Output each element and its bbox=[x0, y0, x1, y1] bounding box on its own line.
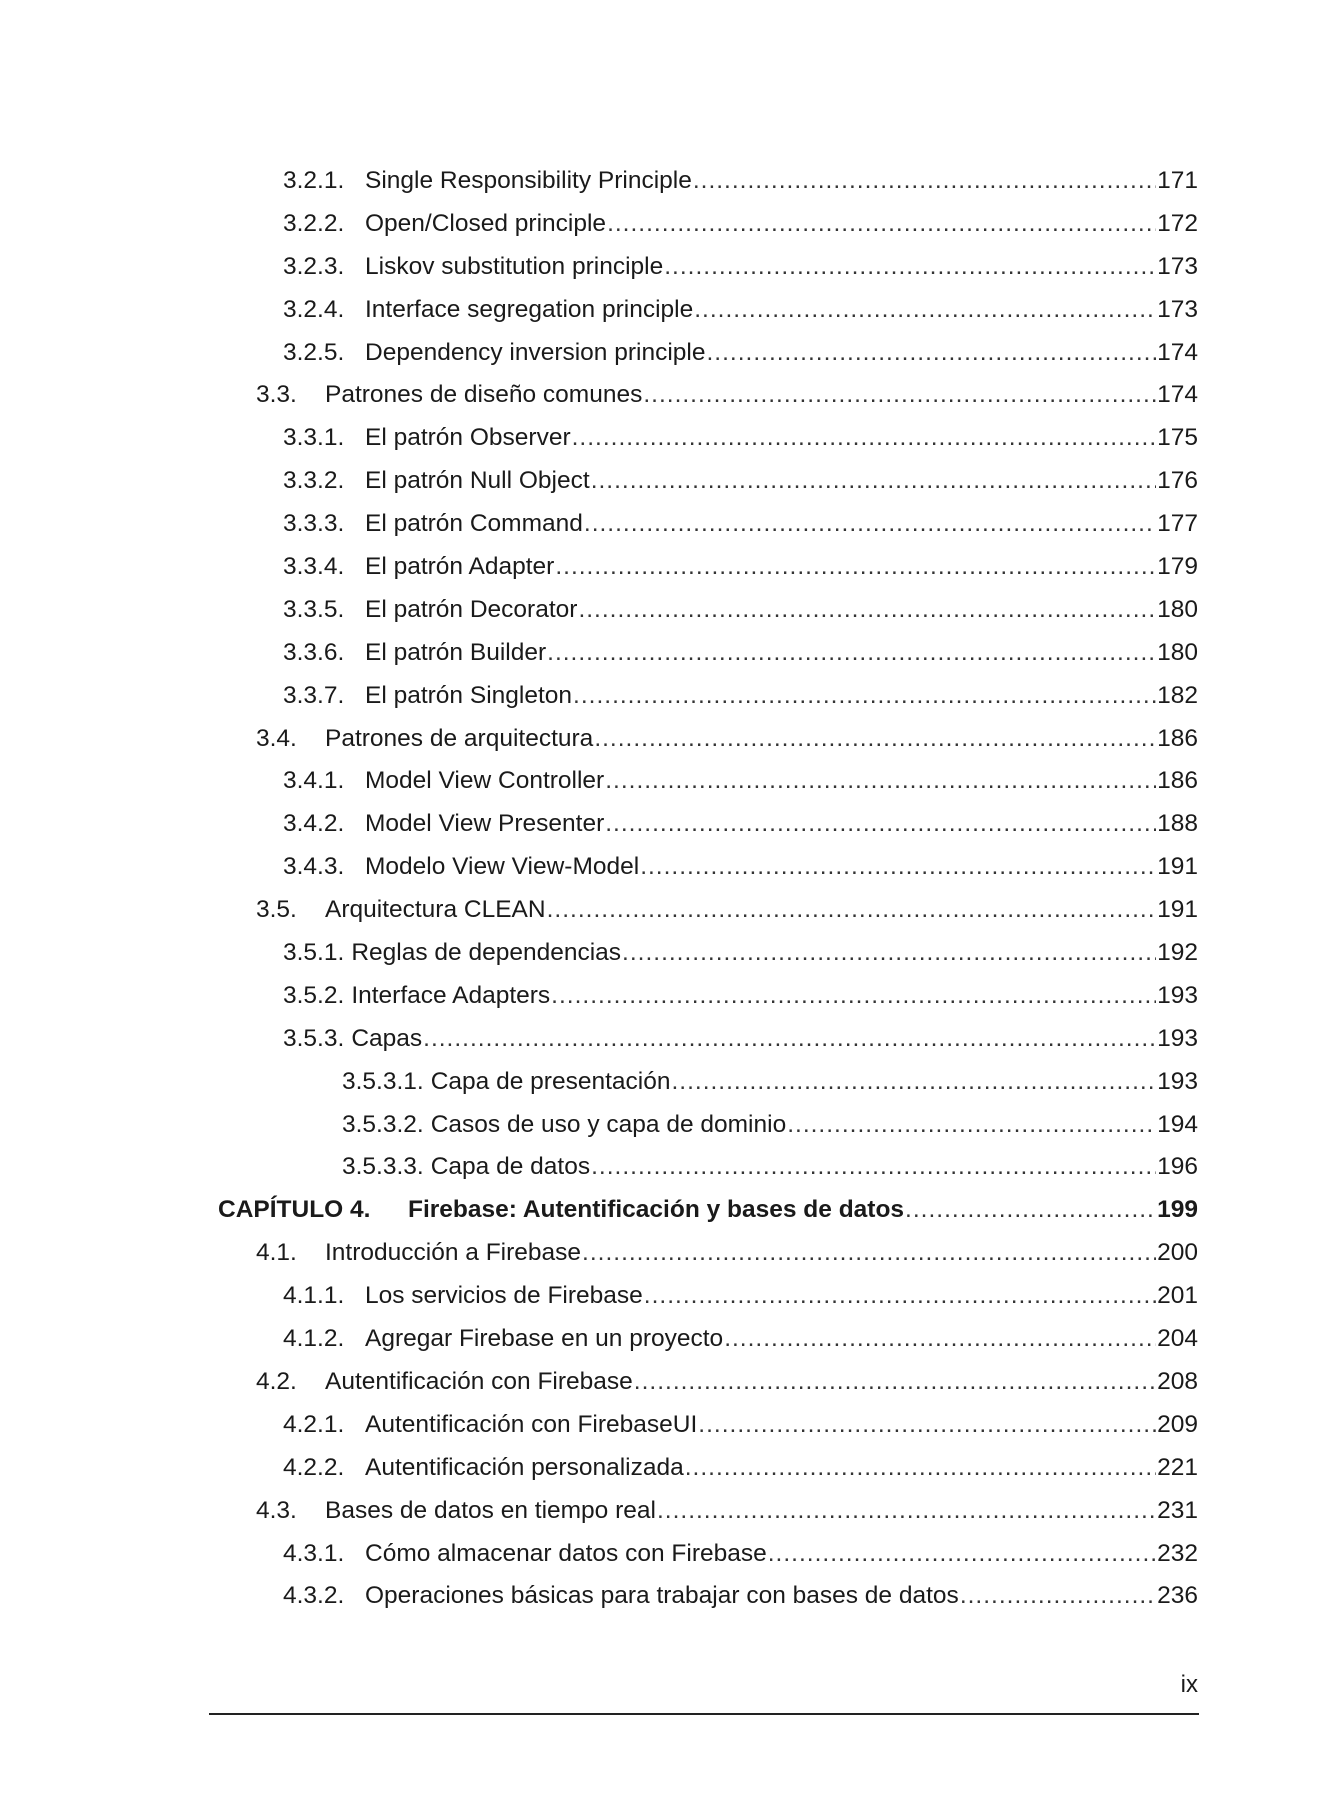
toc-entry-page: 236 bbox=[1157, 1582, 1198, 1610]
toc-entry-page: 196 bbox=[1157, 1153, 1198, 1181]
toc-entry-number: 4.3.2. bbox=[283, 1582, 345, 1610]
toc-entry[interactable] bbox=[0, 632, 1339, 675]
toc-entry-title: Casos de uso y capa de dominio bbox=[430, 1110, 787, 1138]
toc-entry-title: Autentificación con Firebase bbox=[325, 1367, 633, 1395]
toc-entry[interactable] bbox=[0, 1404, 1339, 1447]
toc-entry-number: 3.3.5. bbox=[283, 595, 345, 623]
toc-entry-number: 3.5.3.3. bbox=[342, 1153, 424, 1181]
toc-entry[interactable] bbox=[0, 1061, 1339, 1104]
toc-entry-number: 3.3.4. bbox=[283, 553, 345, 581]
toc-entry-page: 180 bbox=[1157, 638, 1198, 666]
toc-entry-page: 177 bbox=[1157, 510, 1198, 538]
toc-entry-title: Los servicios de Firebase bbox=[365, 1282, 643, 1310]
toc-entry-page: 179 bbox=[1157, 553, 1198, 581]
toc-entry-title: Modelo View View-Model bbox=[365, 853, 640, 881]
toc-dot-leader bbox=[671, 1061, 1156, 1104]
toc-entry-title: Interface Adapters bbox=[351, 981, 551, 1009]
toc-entry[interactable] bbox=[0, 1361, 1339, 1404]
toc-entry-number: 3.3.3. bbox=[283, 510, 345, 538]
toc-entry[interactable] bbox=[0, 546, 1339, 589]
toc-entry-number: 4.2.1. bbox=[283, 1410, 345, 1438]
toc-entry[interactable] bbox=[0, 503, 1339, 546]
toc-entry-page: 191 bbox=[1157, 896, 1198, 924]
toc-entry-page: 199 bbox=[1157, 1196, 1198, 1224]
toc-dot-leader bbox=[694, 289, 1156, 332]
footer-divider bbox=[209, 1713, 1199, 1715]
toc-entry-page: 194 bbox=[1157, 1110, 1198, 1138]
toc-entry-page: 173 bbox=[1157, 252, 1198, 280]
toc-entry-number: 3.3.6. bbox=[283, 638, 345, 666]
toc-dot-leader bbox=[640, 846, 1156, 889]
toc-entry-title: El patrón Command bbox=[365, 510, 583, 538]
toc-dot-leader bbox=[591, 460, 1156, 503]
toc-entry-title: El patrón Observer bbox=[365, 424, 571, 452]
toc-entry-number: 4.3.1. bbox=[283, 1539, 345, 1567]
toc-entry-number: 3.5.3.2. bbox=[342, 1110, 424, 1138]
toc-entry-title: Introducción a Firebase bbox=[325, 1239, 582, 1267]
toc-entry-title: Bases de datos en tiempo real bbox=[325, 1496, 656, 1524]
toc-entry-page: 204 bbox=[1157, 1325, 1198, 1353]
toc-entry-number: 3.4.1. bbox=[283, 767, 345, 795]
toc-entry-title: Operaciones básicas para trabajar con bases de datos bbox=[365, 1582, 959, 1610]
toc-entry-page: 193 bbox=[1157, 1067, 1198, 1095]
toc-entry-title: Capa de datos bbox=[430, 1153, 591, 1181]
toc-dot-leader bbox=[693, 160, 1156, 203]
toc-entry[interactable] bbox=[0, 1146, 1339, 1189]
toc-entry-page: 209 bbox=[1157, 1410, 1198, 1438]
toc-entry-title: Autentificación con FirebaseUI bbox=[365, 1410, 698, 1438]
toc-entry-title: Capa de presentación bbox=[430, 1067, 671, 1095]
toc-entry-title: El patrón Builder bbox=[365, 638, 547, 666]
toc-entry-number: 4.1. bbox=[256, 1239, 297, 1267]
toc-entry-number: 4.2.2. bbox=[283, 1453, 345, 1481]
toc-entry-title: El patrón Decorator bbox=[365, 595, 578, 623]
toc-entry-page: 172 bbox=[1157, 209, 1198, 237]
toc-entry[interactable] bbox=[0, 803, 1339, 846]
toc-entry[interactable] bbox=[0, 460, 1339, 503]
toc-entry-number: CAPÍTULO 4. bbox=[218, 1196, 371, 1224]
toc-entry-page: 182 bbox=[1157, 681, 1198, 709]
toc-entry[interactable] bbox=[0, 589, 1339, 632]
toc-entry-number: 4.1.1. bbox=[283, 1282, 345, 1310]
toc-entry[interactable] bbox=[0, 1533, 1339, 1576]
toc-entry-title: Capas bbox=[351, 1024, 423, 1052]
toc-entry-number: 3.5.1. bbox=[283, 939, 345, 967]
toc-entry-number: 3.4. bbox=[256, 724, 297, 752]
toc-entry-page: 232 bbox=[1157, 1539, 1198, 1567]
toc-entry-title: Autentificación personalizada bbox=[365, 1453, 684, 1481]
toc-entry-number: 3.2.2. bbox=[283, 209, 345, 237]
toc-entry[interactable] bbox=[0, 1490, 1339, 1533]
toc-entry-title: Single Responsibility Principle bbox=[365, 167, 692, 194]
toc-dot-leader bbox=[555, 546, 1156, 589]
toc-dot-leader bbox=[591, 1146, 1156, 1189]
toc-entry-title: Arquitectura CLEAN bbox=[325, 896, 546, 924]
toc-entry-page: 191 bbox=[1157, 853, 1198, 881]
toc-entry-number: 4.1.2. bbox=[283, 1325, 345, 1353]
toc-dot-leader bbox=[605, 803, 1156, 846]
toc-entry-page: 193 bbox=[1157, 981, 1198, 1009]
page-number: ix bbox=[1180, 1671, 1198, 1698]
toc-entry-title: El patrón Singleton bbox=[365, 681, 573, 709]
toc-entry[interactable] bbox=[0, 760, 1339, 803]
toc-dot-leader bbox=[551, 975, 1156, 1018]
toc-entry[interactable] bbox=[0, 975, 1339, 1018]
toc-dot-leader bbox=[547, 889, 1157, 932]
toc-dot-leader bbox=[768, 1533, 1156, 1576]
toc-entry-number: 3.4.2. bbox=[283, 810, 345, 838]
toc-dot-leader bbox=[573, 675, 1156, 718]
toc-dot-leader bbox=[657, 1490, 1156, 1533]
toc-entry-title: Agregar Firebase en un proyecto bbox=[365, 1325, 724, 1353]
toc-entry-page: 174 bbox=[1157, 338, 1198, 366]
toc-entry-number: 4.3. bbox=[256, 1496, 297, 1524]
toc-entry-page: 188 bbox=[1157, 810, 1198, 838]
toc-entry-number: 3.5.2. bbox=[283, 981, 345, 1009]
toc-entry-number: 3.2.5. bbox=[283, 338, 345, 366]
toc-dot-leader bbox=[787, 1104, 1156, 1147]
toc-entry-page: 176 bbox=[1157, 467, 1198, 495]
toc-entry[interactable] bbox=[0, 289, 1339, 332]
toc-dot-leader bbox=[594, 718, 1156, 761]
toc-entry-number: 4.2. bbox=[256, 1367, 297, 1395]
toc-dot-leader bbox=[960, 1575, 1156, 1618]
toc-entry-page: 201 bbox=[1157, 1282, 1198, 1310]
toc-dot-leader bbox=[547, 632, 1156, 675]
toc-dot-leader bbox=[905, 1189, 1156, 1232]
toc-entry-page: 192 bbox=[1157, 939, 1198, 967]
toc-entry[interactable] bbox=[0, 160, 1339, 203]
toc-dot-leader bbox=[584, 503, 1156, 546]
toc-entry[interactable] bbox=[0, 932, 1339, 975]
toc-entry[interactable] bbox=[0, 203, 1339, 246]
toc-entry-page: 208 bbox=[1157, 1367, 1198, 1395]
toc-entry-page: 200 bbox=[1157, 1239, 1198, 1267]
toc-dot-leader bbox=[572, 417, 1156, 460]
toc-entry-number: 3.5.3. bbox=[283, 1024, 345, 1052]
toc-entry-title: Reglas de dependencias bbox=[351, 939, 622, 967]
toc-entry-number: 3.2.3. bbox=[283, 252, 345, 280]
toc-entry-page: 174 bbox=[1157, 381, 1198, 409]
toc-entry-number: 3.3.7. bbox=[283, 681, 345, 709]
toc-entry[interactable] bbox=[0, 718, 1339, 761]
toc-entry-page: 171 bbox=[1157, 167, 1198, 194]
toc-entry-number: 3.3.2. bbox=[283, 467, 345, 495]
toc-entry[interactable] bbox=[0, 1318, 1339, 1361]
toc-entry-page: 180 bbox=[1157, 595, 1198, 623]
toc-entry[interactable] bbox=[0, 1018, 1339, 1061]
toc-entry-number: 3.2.1. bbox=[283, 167, 345, 194]
toc-entry-title: Model View Presenter bbox=[365, 810, 605, 838]
toc-dot-leader bbox=[643, 374, 1156, 417]
toc-entry-title: Interface segregation principle bbox=[365, 295, 694, 323]
toc-entry-title: Firebase: Autentificación y bases de datos bbox=[408, 1196, 905, 1224]
toc-dot-leader bbox=[634, 1361, 1156, 1404]
toc-entry-title: Liskov substitution principle bbox=[365, 252, 664, 280]
toc-entry-page: 175 bbox=[1157, 424, 1198, 452]
toc-entry-page: 173 bbox=[1157, 295, 1198, 323]
toc-entry[interactable] bbox=[0, 246, 1339, 289]
toc-dot-leader bbox=[605, 760, 1156, 803]
toc-entry-page: 186 bbox=[1157, 724, 1198, 752]
toc-entry[interactable] bbox=[0, 332, 1339, 375]
toc-dot-leader bbox=[724, 1318, 1156, 1361]
toc-entry[interactable] bbox=[0, 1189, 1339, 1232]
toc-entry-number: 3.2.4. bbox=[283, 295, 345, 323]
toc-entry[interactable] bbox=[0, 675, 1339, 718]
toc-dot-leader bbox=[578, 589, 1156, 632]
toc-entry[interactable] bbox=[0, 846, 1339, 889]
toc-entry-page: 221 bbox=[1157, 1453, 1198, 1481]
toc-entry-number: 3.5.3.1. bbox=[342, 1067, 424, 1095]
toc-entry-number: 3.4.3. bbox=[283, 853, 345, 881]
toc-entry-page: 193 bbox=[1157, 1024, 1198, 1052]
toc-entry-number: 3.5. bbox=[256, 896, 297, 924]
toc-entry-page: 186 bbox=[1157, 767, 1198, 795]
toc-entry[interactable] bbox=[0, 1275, 1339, 1318]
toc-entry-title: Patrones de arquitectura bbox=[325, 724, 594, 752]
toc-entry-number: 3.3.1. bbox=[283, 424, 345, 452]
toc-dot-leader bbox=[706, 332, 1156, 375]
toc-dot-leader bbox=[664, 246, 1156, 289]
toc-entry-title: Cómo almacenar datos con Firebase bbox=[365, 1539, 767, 1567]
toc-entry[interactable] bbox=[0, 374, 1339, 417]
toc-entry[interactable] bbox=[0, 1104, 1339, 1147]
toc-entry-title: Open/Closed principle bbox=[365, 209, 607, 237]
toc-dot-leader bbox=[698, 1404, 1156, 1447]
toc-entry-title: Model View Controller bbox=[365, 767, 605, 795]
toc-entry-number: 3.3. bbox=[256, 381, 297, 409]
toc-dot-leader bbox=[607, 203, 1156, 246]
toc-entry[interactable] bbox=[0, 417, 1339, 460]
toc-entry-title: El patrón Null Object bbox=[365, 467, 590, 495]
toc-dot-leader bbox=[582, 1232, 1156, 1275]
toc-dot-leader bbox=[685, 1447, 1156, 1490]
table-of-contents bbox=[0, 160, 1339, 1618]
toc-entry-title: Dependency inversion principle bbox=[365, 338, 706, 366]
toc-entry-title: El patrón Adapter bbox=[365, 553, 555, 581]
toc-entry[interactable] bbox=[0, 1232, 1339, 1275]
toc-entry-title: Patrones de diseño comunes bbox=[325, 381, 643, 409]
toc-dot-leader bbox=[622, 932, 1156, 975]
toc-entry[interactable] bbox=[0, 1447, 1339, 1490]
toc-dot-leader bbox=[423, 1018, 1156, 1061]
toc-entry[interactable] bbox=[0, 889, 1339, 932]
toc-entry[interactable] bbox=[0, 1575, 1339, 1618]
toc-entry-page: 231 bbox=[1157, 1496, 1198, 1524]
toc-dot-leader bbox=[644, 1275, 1156, 1318]
